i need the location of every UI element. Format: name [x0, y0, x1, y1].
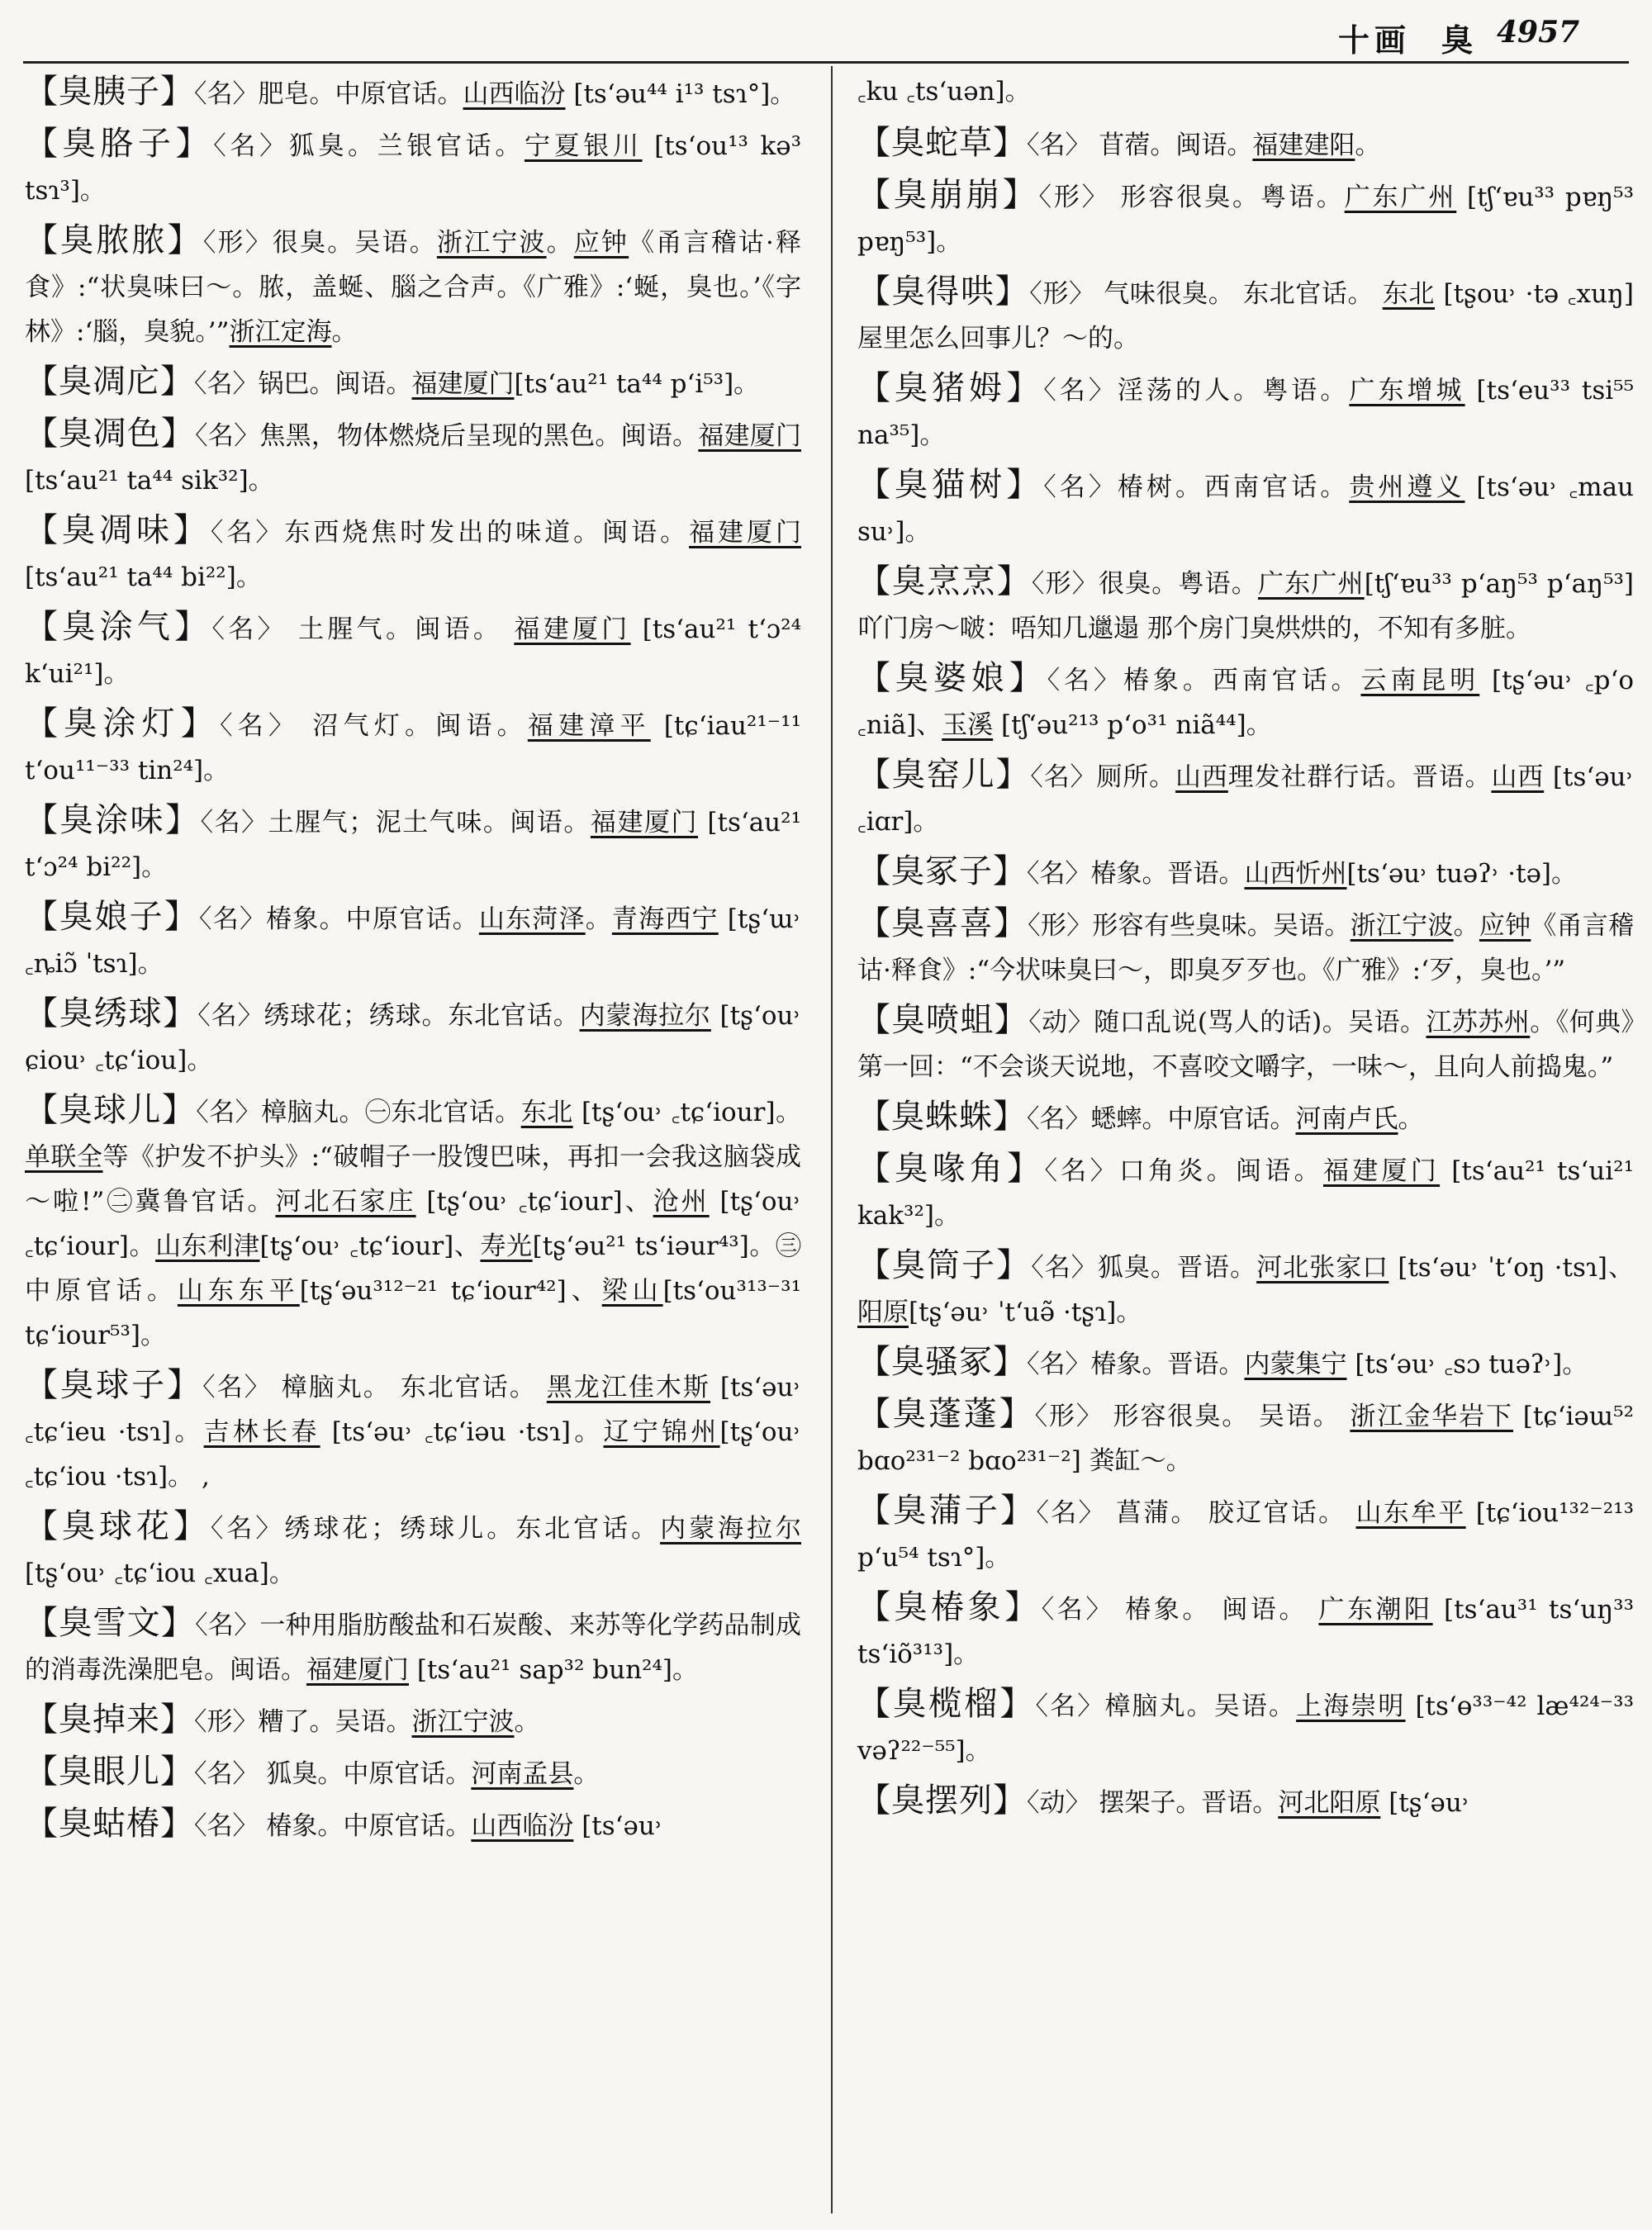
definition-text: 很臭。吴语。 [272, 228, 437, 258]
dictionary-entry [857, 901, 1634, 993]
part-of-speech: 〈名〉 [1044, 1156, 1119, 1186]
definition-text: [tsʻou³¹³⁻³¹ tɕʻiour⁵³]。 [25, 1276, 801, 1350]
place-name: 山西 [1491, 762, 1545, 792]
place-name: 山西临汾 [471, 1811, 574, 1841]
definition-text: 椿象。中原官话。 [258, 1811, 472, 1841]
place-name: 山东东平 [177, 1276, 300, 1306]
place-name: 河北张家口 [1256, 1253, 1389, 1283]
definition-text: 椿象。晋语。 [1090, 859, 1245, 889]
definition-text: 。 [1453, 911, 1479, 941]
entry-headword: 【臭冢子】 [857, 852, 1027, 890]
definition-text: [tsʻəu˒ [573, 1811, 663, 1841]
dictionary-entry [25, 991, 801, 1083]
definition-text: [tsʻou¹³ kə³ tsɿ³]。 [25, 131, 801, 206]
part-of-speech: 〈动〉 [1028, 1008, 1094, 1037]
page-number: 4957 [1497, 15, 1580, 50]
part-of-speech: 〈形〉 [1029, 279, 1095, 309]
definition-text: 锅巴。闽语。 [258, 369, 412, 399]
entry-headword: 【臭涂气】 [25, 608, 212, 646]
entry-headword: 【臭球子】 [25, 1366, 203, 1404]
entry-headword: 【臭蛇草】 [857, 124, 1027, 162]
definition-text: [tɕʻiou¹³²⁻²¹³ pʻu⁵⁴ tsɿ°]。 [857, 1498, 1634, 1573]
place-name: 云南昆明 [1360, 666, 1480, 695]
part-of-speech: 〈名〉 [194, 369, 259, 399]
definition-text: [tʂʻəu³¹²⁻²¹ tɕʻiour⁴²]、 [299, 1276, 602, 1306]
dictionary-entry [25, 218, 801, 354]
place-name: 内蒙集宁 [1244, 1350, 1347, 1379]
definition-text: 椿树。西南官话。 [1117, 472, 1350, 502]
entry-headword: 【臭喜喜】 [857, 904, 1028, 942]
dictionary-entry [857, 752, 1634, 844]
place-name: 沧州 [653, 1187, 710, 1217]
entry-headword: 【臭眼儿】 [25, 1753, 194, 1791]
definition-text: 椿象。中原官话。 [266, 904, 479, 934]
part-of-speech: 〈名〉 [1035, 1691, 1105, 1721]
definition-text: 口角炎。闽语。 [1118, 1156, 1323, 1186]
definition-text: [tʂʻou˒ ꜀tɕʻiou ꜀xua]。 [25, 1559, 295, 1588]
definition-text: 焦黑，物体燃烧后呈现的黑色。闽语。 [259, 421, 699, 451]
part-of-speech: 〈形〉 [1038, 183, 1110, 212]
entry-headword: 【臭球儿】 [25, 1091, 197, 1129]
definition-text: 椿象。 闽语。 [1113, 1595, 1319, 1625]
definition-text: [tsʻɵ³³⁻⁴² læ⁴²⁴⁻³³ vəʔ²²⁻⁵⁵]。 [857, 1691, 1634, 1766]
definition-text: 苜蓿。闽语。 [1090, 130, 1253, 160]
definition-text: [tʂʻəu˒ [1380, 1788, 1470, 1818]
part-of-speech: 〈名〉 [1043, 376, 1118, 406]
definition-text: 很臭。粤语。 [1098, 569, 1259, 599]
entry-headword: 【臭掉来】 [25, 1701, 194, 1739]
definition-text: [tʂou˒ ·tə ꜀xuŋ] 屋里怎么回事儿？～的。 [857, 279, 1634, 353]
definition-text: 菖蒲。 胶辽官话。 [1105, 1498, 1356, 1528]
entry-headword: 【臭娘子】 [25, 898, 200, 936]
part-of-speech: 〈名〉 [194, 79, 259, 109]
entry-headword: 【臭椿象】 [857, 1588, 1042, 1626]
place-name: 山西忻州 [1244, 859, 1347, 889]
definition-text: [tɕʻiau²¹⁻¹¹ tʻou¹¹⁻³³ tin²⁴]。 [25, 711, 801, 785]
place-name: 青海西宁 [611, 904, 719, 934]
definition-text: [tsʻəu˒ ꜀mau su˒]。 [857, 472, 1634, 547]
part-of-speech: 〈动〉 [1027, 1788, 1091, 1818]
definition-text: [tʂʻou˒ ɕiou˒ ꜀tɕʻiou]。 [25, 1001, 801, 1075]
part-of-speech: 〈名〉 [197, 1001, 264, 1031]
entry-headword: 【臭绣球】 [25, 994, 198, 1032]
dictionary-entry [25, 894, 801, 986]
definition-text: 。 [1398, 1104, 1424, 1134]
dictionary-entry [857, 1682, 1634, 1773]
entry-headword: 【臭婆娘】 [857, 659, 1047, 697]
header-rule [23, 61, 1629, 64]
part-of-speech: 〈名〉 [194, 1811, 259, 1841]
part-of-speech: 〈名〉 [1041, 1595, 1114, 1625]
place-name: 内蒙海拉尔 [579, 1001, 711, 1031]
entry-headword: 【臭凋味】 [25, 511, 211, 549]
entry-headword: 【臭猪姆】 [857, 369, 1044, 407]
part-of-speech: 〈名〉 [210, 518, 285, 548]
definition-text: 土腥气。闽语。 [286, 614, 515, 644]
part-of-speech: 〈名〉 [220, 711, 300, 741]
entry-headword: 【臭涂味】 [25, 801, 201, 839]
definition-text: 肥皂。中原官话。 [258, 79, 463, 109]
definition-text: 形容有些臭味。吴语。 [1092, 911, 1351, 941]
entry-headword: 【臭筒子】 [857, 1246, 1032, 1284]
definition-text: [tɕʻiəɯ⁵² bɑo²³¹⁻² bɑo²³¹⁻²] 粪缸～。 [857, 1402, 1634, 1476]
definition-text: 《甬言稽诂·释食》:“状臭味曰～。脓，盖蜒、腦之合声。《广雅》:‘蜒，臭也。’《字林》:‘腦，臭貌。’” [25, 228, 801, 347]
place-name: 福建漳平 [527, 711, 651, 741]
definition-text: 随口乱说(骂人的话)。吴语。 [1094, 1008, 1427, 1037]
part-of-speech: 〈名〉 [202, 1373, 272, 1402]
definition-text: 淫荡的人。粤语。 [1117, 376, 1350, 406]
definition-text: [tsʻəu˒ ꜀tɕʻiəu ·tsɿ]。 [320, 1417, 604, 1447]
place-name: 河北阳原 [1278, 1788, 1381, 1818]
dictionary-entry [25, 1697, 801, 1744]
entry-headword: 【臭胳子】 [25, 125, 214, 163]
definition-text: 气味很臭。 东北官话。 [1094, 279, 1383, 309]
definition-text: 。《何典》第一回：“不会谈天说地，不喜咬文嚼字，一味～，且向人前捣鬼。” [857, 1008, 1634, 1082]
definition-text: 糟了。吴语。 [258, 1707, 412, 1737]
definition-text: 绣球花；绣球儿。东北官话。 [284, 1514, 661, 1544]
dictionary-entry [25, 605, 801, 696]
entry-headword: 【臭猫树】 [857, 466, 1044, 504]
definition-text: [tʂʻɯ˒ ꜀ȵiɔ̃ ˈtsɿ]。 [25, 904, 801, 979]
place-name: 福建厦门 [698, 421, 801, 451]
dictionary-entry [857, 998, 1634, 1089]
definition-text: 。 [331, 317, 358, 347]
place-name: 黑龙江佳木斯 [546, 1373, 710, 1402]
dictionary-entry [857, 1488, 1634, 1580]
definition-text: [tsʻəu˒ ˈtʻoŋ ·tsɿ]、 [1389, 1253, 1634, 1283]
entry-headword: 【臭蒲子】 [857, 1492, 1037, 1530]
definition-text: [tʂʻou˒ ꜀tɕʻiou ·tsɿ]。 , [25, 1417, 801, 1492]
place-name: 福建厦门 [590, 808, 699, 837]
entry-headword: 【臭凋庀】 [25, 363, 194, 401]
place-name: 福建厦门 [306, 1655, 409, 1685]
part-of-speech: 〈名〉 [1031, 1253, 1098, 1283]
entry-headword: 【臭球花】 [25, 1507, 211, 1545]
part-of-speech: 〈名〉 [211, 614, 287, 644]
entry-headword: 【臭雪文】 [25, 1604, 196, 1642]
entry-headword: 【臭凋色】 [25, 415, 196, 453]
definition-text: [tsʻəu˒ ꜀iɑr]。 [857, 762, 1634, 837]
place-name: 辽宁锦州 [603, 1417, 720, 1447]
place-name: 福建建阳 [1252, 130, 1355, 160]
left-column [25, 69, 801, 2217]
place-name: 河南卢氏 [1295, 1104, 1398, 1134]
place-name: 福建厦门 [1322, 1156, 1441, 1186]
definition-text: 形容很臭。粤语。 [1109, 183, 1345, 212]
definition-text: 沼气灯。闽语。 [299, 711, 528, 741]
part-of-speech: 〈名〉 [200, 808, 268, 837]
definition-text: 狐臭。兰银官话。 [288, 131, 525, 161]
dictionary-entry [25, 1363, 801, 1499]
place-name: 应钟 [573, 228, 629, 258]
part-of-speech: 〈名〉 [210, 1514, 285, 1544]
place-name: 山西临汾 [463, 79, 566, 109]
definition-text: [tʂʻəu˒ ꜀pʻo ꜀niã]、 [857, 666, 1634, 740]
dictionary-entry [857, 656, 1634, 747]
place-name: 浙江宁波 [1350, 911, 1454, 941]
section-label: 十画 [1338, 21, 1412, 59]
dictionary-entry [857, 463, 1634, 554]
definition-text: 椿象。晋语。 [1090, 1350, 1245, 1379]
definition-text: 一种用脂肪酸盐和石炭酸、来苏等化学药品制成的消毒洗澡肥皂。闽语。 [25, 1611, 801, 1685]
part-of-speech: 〈名〉 [196, 1098, 262, 1127]
place-name: 上海崇明 [1296, 1691, 1406, 1721]
place-name: 河北石家庄 [275, 1187, 416, 1217]
place-name: 东北 [1382, 279, 1435, 309]
definition-text: 绣球花；绣球。东北官话。 [263, 1001, 580, 1031]
dictionary-entry [857, 849, 1634, 896]
part-of-speech: 〈形〉 [1028, 911, 1093, 941]
dictionary-entry [25, 411, 801, 503]
section-character: 臭 [1441, 21, 1474, 59]
part-of-speech: 〈名〉 [199, 904, 267, 934]
dictionary-entry [857, 559, 1634, 651]
definition-text: 蟋蟀。中原官话。 [1090, 1104, 1296, 1134]
place-name: 福建厦门 [514, 614, 631, 644]
definition-text: [tsʻau²¹ ta⁴⁴ bi²²]。 [25, 562, 262, 592]
dictionary-entry [25, 701, 801, 793]
place-name: 应钟 [1479, 911, 1531, 941]
dictionary-entry [25, 1088, 801, 1358]
definition-text: 等《护发不护头》:“破帽子一股馊巴味，再扣一会我这脑袋成～啦!”㊁冀鲁官话。 [25, 1142, 801, 1217]
entry-headword: 【臭烹烹】 [857, 562, 1032, 600]
definition-text: 樟脑丸。 东北官话。 [271, 1373, 547, 1402]
definition-text: 土腥气；泥土气味。闽语。 [268, 808, 591, 837]
dictionary-entry [857, 121, 1634, 168]
place-name: 山东牟平 [1355, 1498, 1466, 1528]
definition-text: [tʂʻou˒ ꜀tɕʻiour]、 [415, 1187, 653, 1217]
place-name: 浙江定海 [229, 317, 332, 347]
part-of-speech: 〈名〉 [1047, 666, 1123, 695]
dictionary-entry [857, 1585, 1634, 1677]
dictionary-entry [857, 1243, 1634, 1335]
part-of-speech: 〈形〉 [1031, 569, 1099, 599]
dictionary-entry [857, 1392, 1634, 1483]
entry-headword: 【臭摆列】 [857, 1782, 1027, 1820]
entry-headword: 【臭喙角】 [857, 1150, 1045, 1188]
column-divider [831, 66, 833, 2213]
place-name: 玉溪 [942, 710, 994, 740]
part-of-speech: 〈名〉 [1030, 762, 1097, 792]
dictionary-entry [25, 1601, 801, 1692]
definition-text: 椿象。西南官话。 [1123, 666, 1361, 695]
entry-headword: 【臭得哄】 [857, 273, 1030, 311]
dictionary-entry [857, 1146, 1634, 1238]
dictionary-entry [857, 269, 1634, 361]
place-name: 河南孟县 [471, 1759, 574, 1789]
place-name: 贵州遵义 [1349, 472, 1465, 502]
definition-text: [tʂʻou˒ ꜀tɕʻiour]。 [25, 1187, 801, 1261]
dictionary-entry [25, 359, 801, 406]
definition-text: 狐臭。中原官话。 [258, 1759, 472, 1789]
entry-headword: 【臭蛄椿】 [25, 1805, 194, 1843]
definition-text: [tsʻəu˒ ꜀sɔ tuəʔ˒]。 [1346, 1350, 1588, 1379]
definition-text: [tʂʻəu˒ ˈtʻuə̃ ·tʂɿ]。 [909, 1298, 1142, 1327]
place-name: 广东广州 [1258, 569, 1365, 599]
dictionary-entry [25, 69, 801, 116]
entry-headword: 【臭窑儿】 [857, 756, 1031, 794]
dictionary-entry [857, 1778, 1634, 1825]
definition-text: [tsʻəu˒ tuəʔ˒ ·tə]。 [1346, 859, 1578, 889]
place-name: 梁山 [601, 1276, 663, 1306]
place-name: 山西 [1175, 762, 1228, 792]
place-name: 单联全 [25, 1142, 103, 1172]
place-name: 浙江宁波 [436, 228, 547, 258]
dictionary-entry [25, 1749, 801, 1796]
entry-headword: 【臭榄榴】 [857, 1685, 1036, 1723]
dictionary-entry [857, 1340, 1634, 1387]
definition-text: 厕所。 [1096, 762, 1176, 792]
definition-text: [tsʻeu³³ tsi⁵⁵ na³⁵]。 [857, 376, 1634, 450]
place-name: 吉林长春 [203, 1417, 320, 1447]
definition-text: 。 [1355, 130, 1381, 160]
place-name: 福建厦门 [689, 518, 801, 548]
dictionary-entry [25, 1801, 801, 1848]
definition-text: 摆架子。晋语。 [1090, 1788, 1279, 1818]
dictionary-entry [857, 366, 1634, 458]
definition-text: [tsʻau²¹ sap³² bun²⁴]。 [409, 1655, 698, 1685]
part-of-speech: 〈形〉 [1034, 1402, 1104, 1431]
definition-text: 狐臭。晋语。 [1097, 1253, 1257, 1283]
place-name: 内蒙海拉尔 [660, 1514, 801, 1544]
definition-text: [tsʻau²¹ tʻɔ²⁴ bi²²]。 [25, 808, 801, 882]
part-of-speech: 〈名〉 [1027, 130, 1091, 160]
entry-headword: 【臭崩崩】 [857, 176, 1039, 214]
place-name: 广东增城 [1349, 376, 1465, 406]
dictionary-entry [25, 798, 801, 890]
definition-text: 《甬言稽诂·释食》:“今状味臭曰～，即臭歹歹也。《广雅》:‘歹，臭也。’” [857, 911, 1634, 985]
definition-text: [tʃʻɐu³³ pɐŋ⁵³ pɐŋ⁵³]。 [857, 183, 1634, 257]
part-of-speech: 〈名〉 [195, 421, 260, 451]
part-of-speech: 〈形〉 [194, 1707, 259, 1737]
place-name: 浙江金华岩下 [1350, 1402, 1513, 1431]
definition-text: 形容很臭。 吴语。 [1103, 1402, 1351, 1431]
definition-text: [tʂʻou˒ ꜀tɕʻiour]。 [572, 1098, 801, 1127]
place-name: 阳原 [857, 1298, 909, 1327]
place-name: 寿光 [480, 1231, 533, 1261]
entry-headword: 【臭胰子】 [25, 73, 194, 111]
definition-text: 樟脑丸。吴语。 [1104, 1691, 1297, 1721]
dictionary-entry [857, 173, 1634, 264]
definition-text: [tsʻau²¹ ta⁴⁴ sik³²]。 [25, 466, 274, 496]
definition-text: 樟脑丸。㊀东北官话。 [261, 1098, 521, 1127]
entry-headword: 【臭喷蛆】 [857, 1001, 1029, 1039]
entry-headword: 【臭蛛蛛】 [857, 1098, 1027, 1136]
place-name: 广东潮阳 [1318, 1595, 1433, 1625]
place-name: 东北 [520, 1098, 573, 1127]
definition-text: 。 [514, 1707, 540, 1737]
definition-text: [tsʻau²¹ ta⁴⁴ pʻi⁵³]。 [514, 369, 760, 399]
definition-text: [tʂʻou˒ ꜀tɕʻiour]、 [259, 1231, 481, 1261]
part-of-speech: 〈名〉 [1043, 472, 1118, 502]
place-name: 山东利津 [155, 1231, 260, 1261]
definition-text: [tʂʻəu²¹ tsʻiəur⁴³]。㊂中原官话。 [25, 1231, 801, 1306]
part-of-speech: 〈形〉 [202, 228, 273, 258]
entry-headword: 【臭蓬蓬】 [857, 1395, 1035, 1433]
dictionary-entry [25, 121, 801, 213]
right-column [857, 69, 1634, 2217]
dictionary-entry [25, 508, 801, 600]
place-name: 浙江宁波 [411, 1707, 515, 1737]
place-name: 宁夏银川 [525, 131, 643, 161]
entry-headword: 【臭骚冢】 [857, 1343, 1027, 1381]
definition-text: 东西烧焦时发出的味道。闽语。 [284, 518, 690, 548]
definition-text: 。 [546, 228, 574, 258]
page-header [0, 0, 1652, 59]
dictionary-entry [25, 1504, 801, 1596]
place-name: 山东菏泽 [478, 904, 586, 934]
part-of-speech: 〈名〉 [1027, 1104, 1091, 1134]
entry-headword: 【臭涂灯】 [25, 705, 221, 743]
definition-text: [tʃʻəu²¹³ pʻo³¹ niã⁴⁴]。 [993, 710, 1272, 740]
part-of-speech: 〈名〉 [194, 1759, 259, 1789]
dictionary-entry [857, 1094, 1634, 1141]
place-name: 江苏苏州 [1426, 1008, 1531, 1037]
definition-text: [tsʻau²¹ tʻɔ²⁴ kʻui²¹]。 [25, 614, 801, 689]
continuation-text: ꜀ku ꜀tsʻuən]。 [857, 77, 1031, 107]
definition-text: 。 [585, 904, 612, 934]
definition-text: [tsʻau²¹ tsʻui²¹ kak³²]。 [857, 1156, 1634, 1231]
part-of-speech: 〈名〉 [1027, 1350, 1091, 1379]
definition-text: [tsʻau³¹ tsʻuŋ³³ tsʻiõ³¹³]。 [857, 1595, 1634, 1669]
entry-headword: 【臭脓脓】 [25, 221, 203, 259]
part-of-speech: 〈名〉 [1036, 1498, 1106, 1528]
part-of-speech: 〈名〉 [1027, 859, 1091, 889]
definition-text: [tsʻəu˒ ꜀tɕʻieu ·tsɿ]。 [25, 1373, 801, 1447]
definition-text: 。 [573, 1759, 600, 1789]
part-of-speech: 〈名〉 [195, 1611, 260, 1640]
definition-text: [tsʻəu⁴⁴ i¹³ tsɿ°]。 [565, 79, 796, 109]
definition-text: [tʃʻɐu³³ pʻaŋ⁵³ pʻaŋ⁵³] 吖门房～啵：唔知几邋遢 那个房门臭烘烘的，不知有多脏。 [857, 569, 1634, 643]
definition-text: 理发社群行话。晋语。 [1227, 762, 1492, 792]
place-name: 福建厦门 [411, 369, 515, 399]
place-name: 广东广州 [1344, 183, 1457, 212]
part-of-speech: 〈名〉 [213, 131, 289, 161]
